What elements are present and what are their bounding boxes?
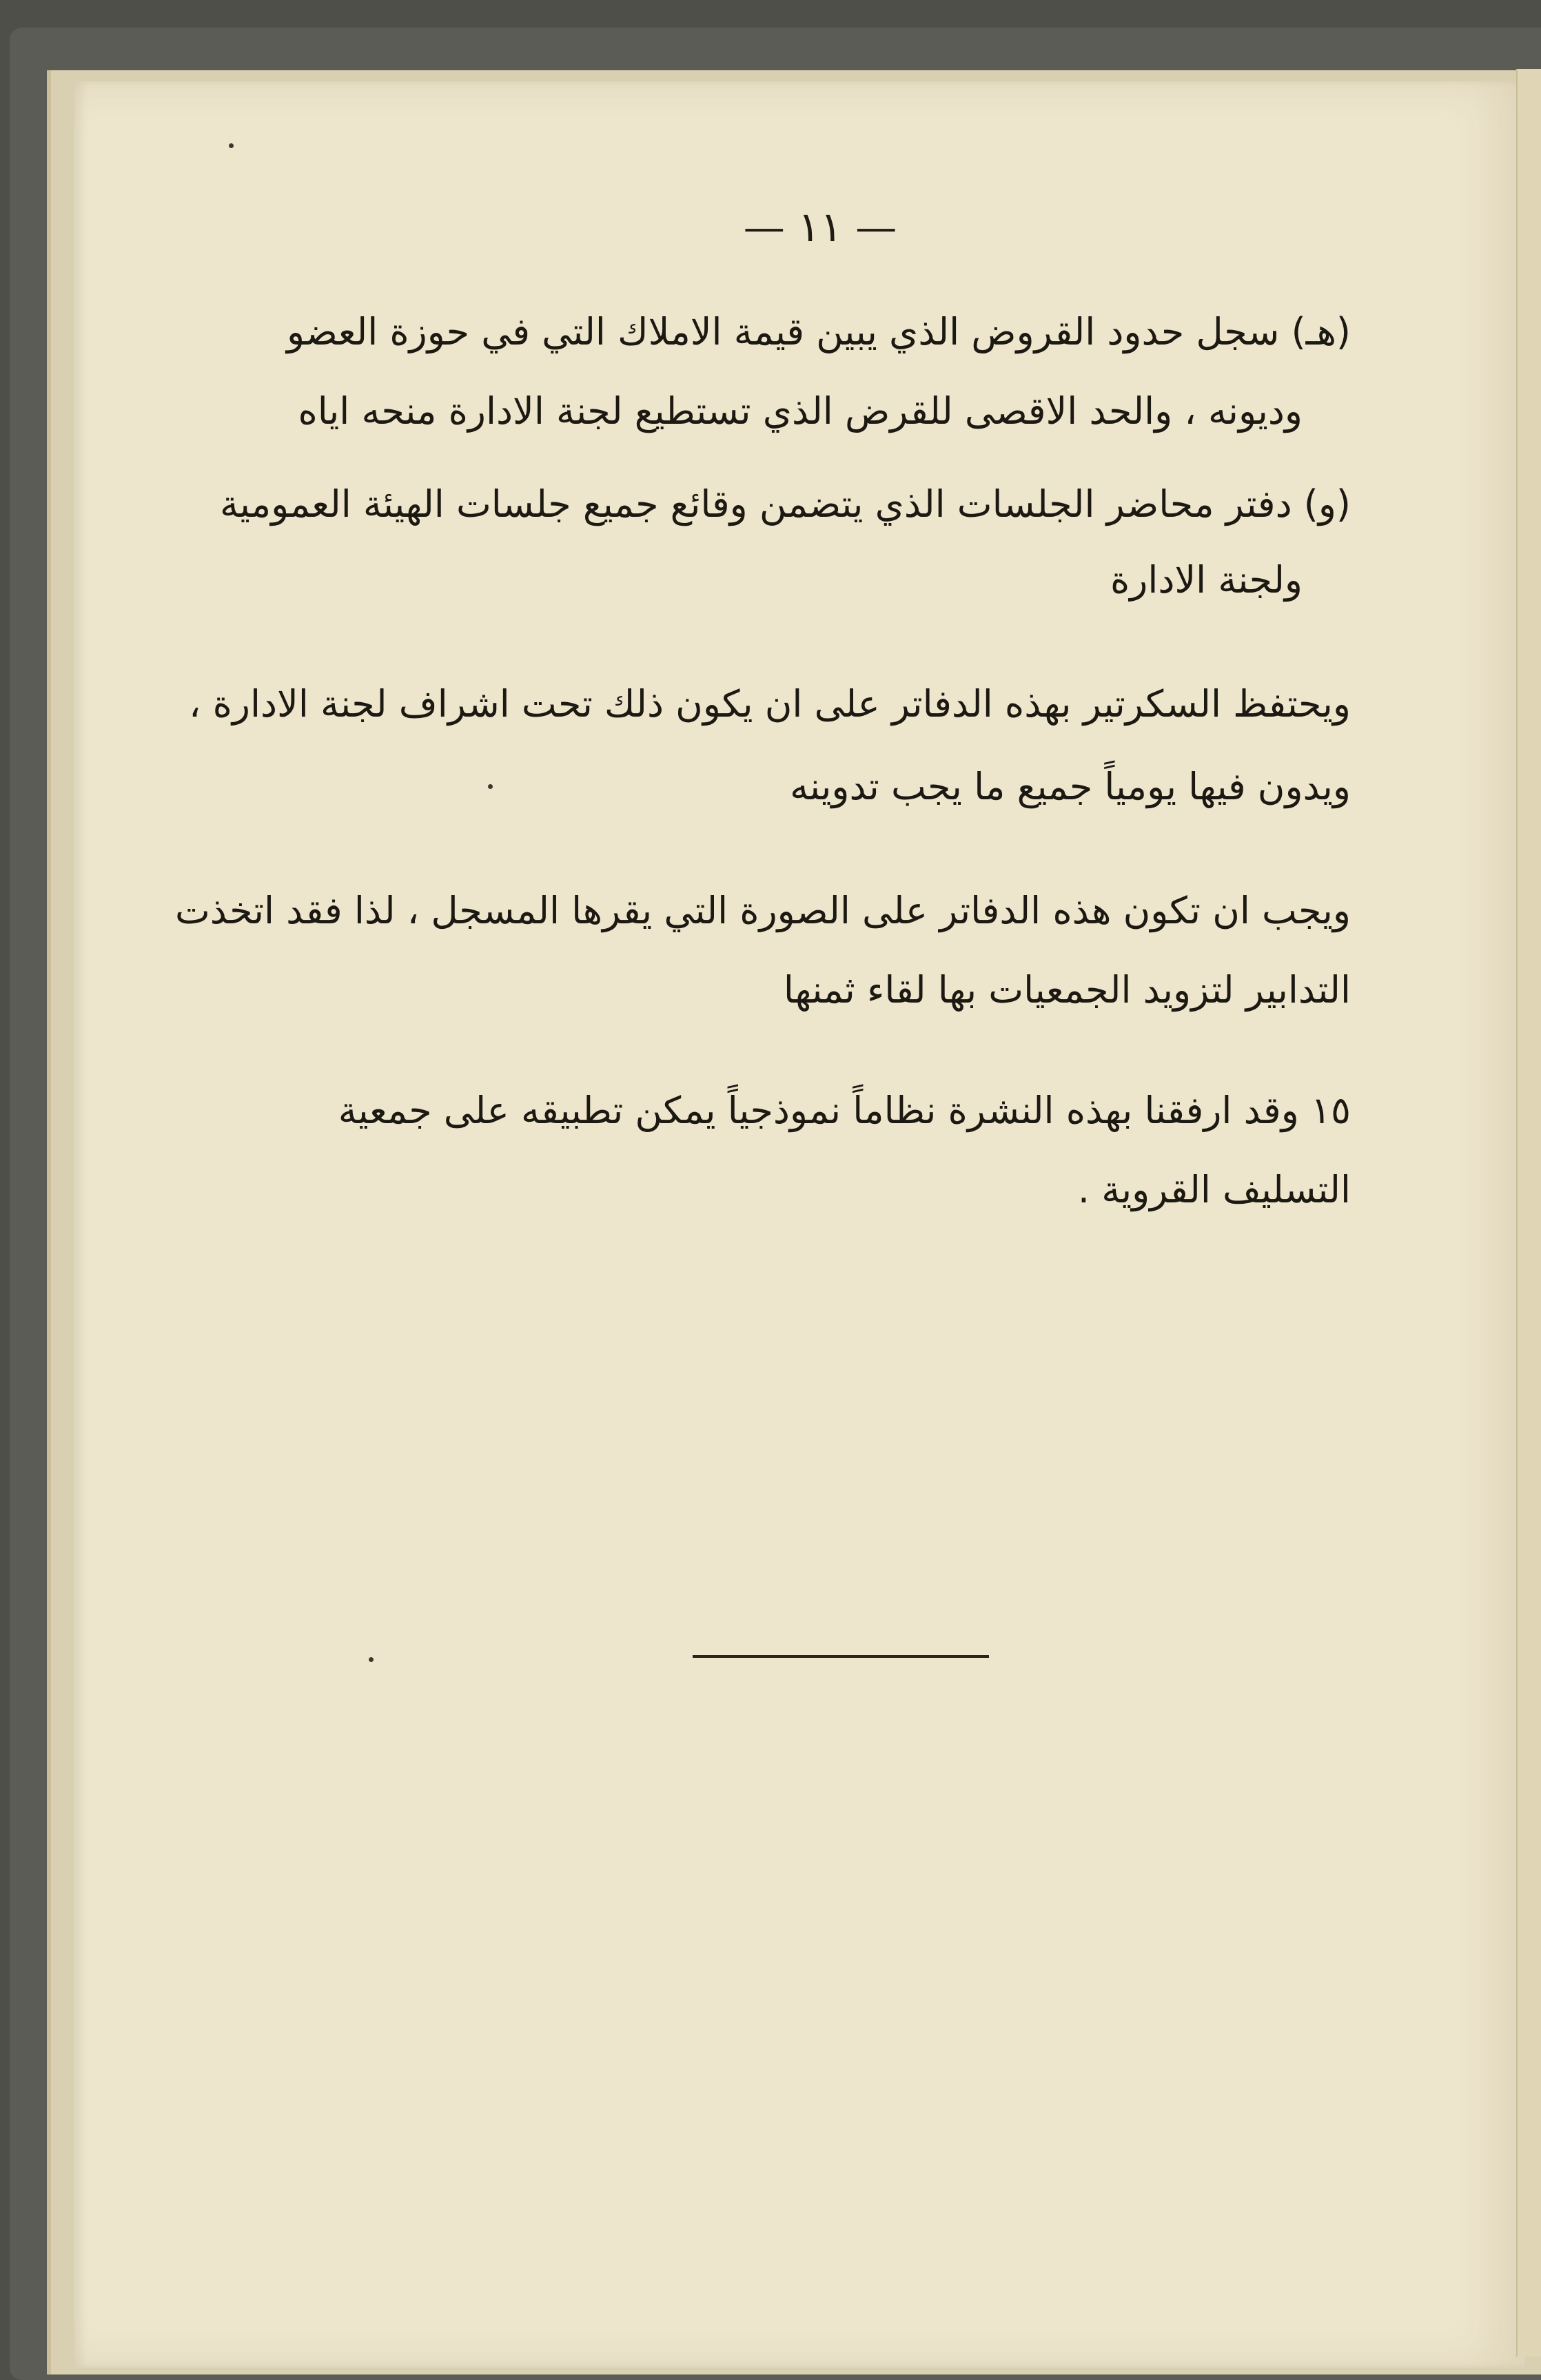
page-number: — ١١ — (743, 203, 897, 252)
paragraph-item-w (219, 482, 1351, 630)
closing-rule (693, 1655, 989, 1658)
page-gutter (1516, 69, 1541, 2357)
paragraph-secretary (189, 682, 1351, 837)
paragraph-section-15 (227, 1089, 1351, 1244)
paragraph-registrar (174, 889, 1351, 1044)
paragraph-line: (و) دفتر محاضر الجلسات الذي يتضمن وقائع جميع جلسات الهيئة العمومية (219, 482, 1351, 526)
paragraph-line: التدابير لتزويد الجمعيات بها لقاء ثمنها (783, 968, 1351, 1012)
paragraph-item-h (227, 310, 1351, 458)
paragraph-line: ولجنة الادارة (1110, 558, 1303, 602)
paragraph-line: التسليف القروية . (1077, 1168, 1351, 1211)
paper-speck (369, 1657, 374, 1662)
paragraph-line: (هـ) سجل حدود القروض الذي يبين قيمة الاملاك التي في حوزة العضو (286, 310, 1351, 353)
paragraph-line: ويحتفظ السكرتير بهذه الدفاتر على ان يكون ذلك تحت اشراف لجنة الادارة ، (189, 682, 1351, 726)
paragraph-line: ويجب ان تكون هذه الدفاتر على الصورة التي يقرها المسجل ، لذا فقد اتخذت (174, 889, 1351, 932)
paper-speck (488, 784, 493, 789)
paper-speck (229, 143, 234, 148)
paragraph-line: ١٥ وقد ارفقنا بهذه النشرة نظاماً نموذجياً يمكن تطبيقه على جمعية (338, 1089, 1351, 1132)
paragraph-line: وديونه ، والحد الاقصى للقرض الذي تستطيع لجنة الادارة منحه اياه (298, 389, 1303, 433)
paragraph-line: ويدون فيها يومياً جميع ما يجب تدوينه (790, 765, 1351, 808)
